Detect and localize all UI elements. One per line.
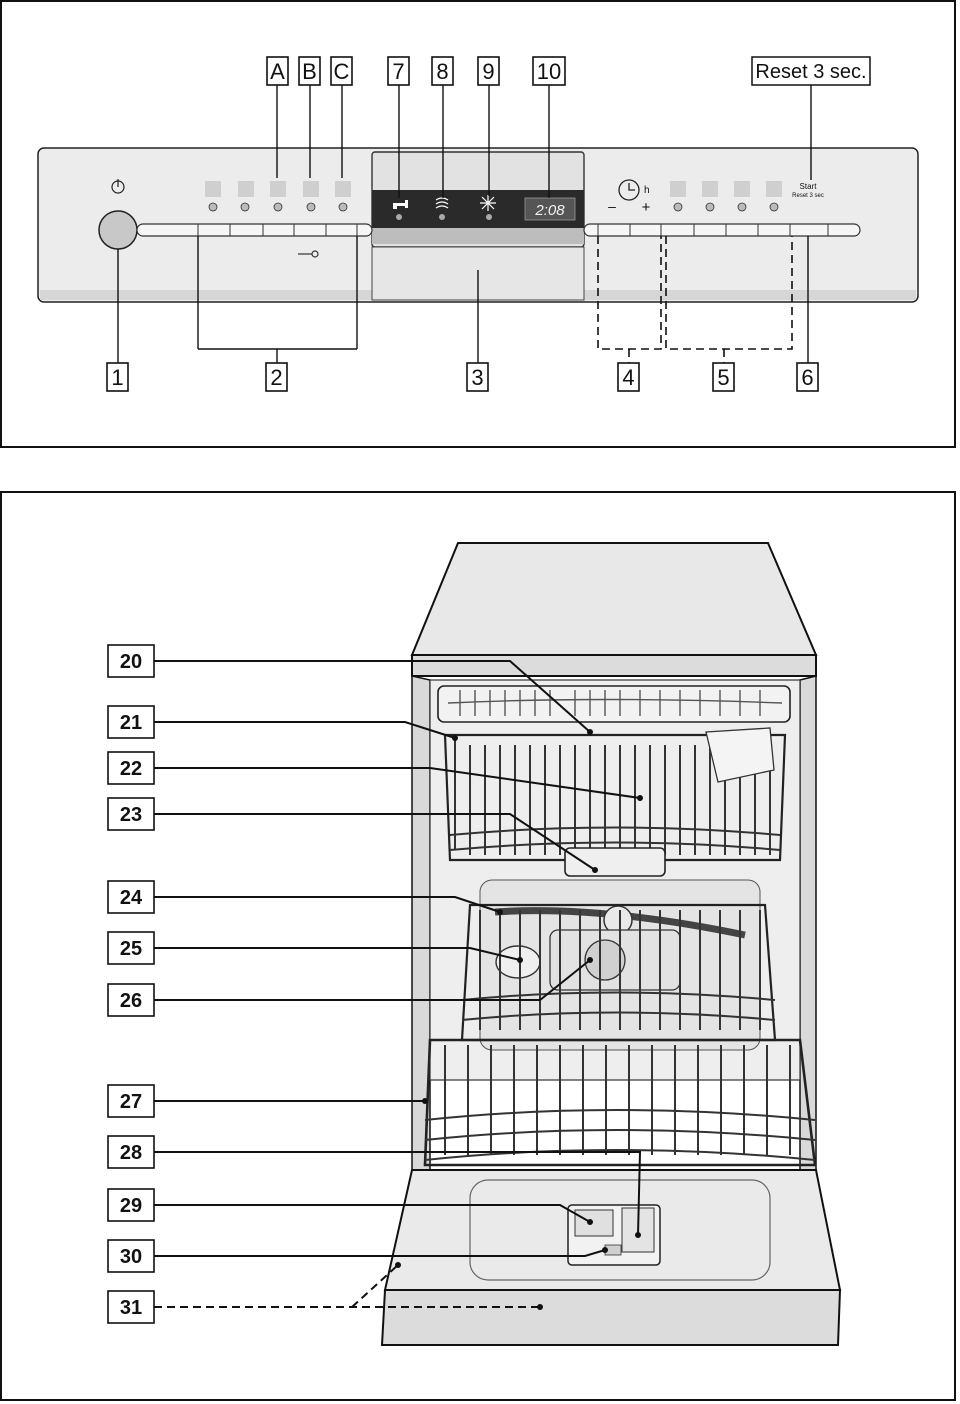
bottom-label-box: [467, 363, 488, 391]
timer-unit: h: [644, 185, 650, 196]
led: [738, 203, 746, 211]
start-label: Start: [799, 182, 817, 191]
display-bezel: [372, 228, 584, 244]
program-indicator: [303, 181, 319, 197]
callout-box-text: 23: [119, 804, 143, 827]
bottom-label-box: [266, 363, 287, 391]
callout-box-text: 21: [119, 712, 143, 735]
top-label-box-text: 9: [482, 58, 495, 84]
program-indicator: [270, 181, 286, 197]
callout-box: [108, 1291, 154, 1323]
minus-symbol: –: [608, 198, 616, 214]
option-indicator: [702, 181, 718, 197]
led: [706, 203, 714, 211]
top-label-box-text: A: [270, 58, 285, 84]
program-button[interactable]: [294, 224, 326, 236]
top-label-box: [267, 57, 288, 85]
callout-box: [108, 881, 154, 913]
program-button[interactable]: [263, 224, 294, 236]
top-label-box-text: C: [333, 58, 350, 84]
led: [209, 203, 217, 211]
option-button[interactable]: [661, 224, 694, 236]
program-indicator: [205, 181, 221, 197]
option-indicator: [734, 181, 750, 197]
callout-box-text: 27: [119, 1091, 143, 1114]
callout-box-text: 26: [119, 990, 143, 1013]
bottom-label-box-text: 3: [471, 364, 484, 390]
callout-box-text: 30: [119, 1246, 143, 1269]
top-label-box: [388, 57, 409, 85]
callout-box-text: 20: [119, 651, 143, 674]
callout-box-text: 29: [119, 1195, 143, 1218]
program-indicator: [238, 181, 254, 197]
reset-label: Reset 3 sec.: [755, 61, 867, 83]
top-label-box: [533, 57, 565, 85]
time-display-value: 2:08: [535, 202, 565, 219]
timer-minus-button[interactable]: [598, 224, 630, 236]
program-button[interactable]: [326, 224, 357, 236]
led: [241, 203, 249, 211]
callout-box: [108, 932, 154, 964]
rinse-aid-dispenser[interactable]: [575, 1210, 613, 1236]
option-button[interactable]: [726, 224, 758, 236]
callout-box-text: 22: [119, 758, 143, 781]
door-front: [382, 1290, 840, 1345]
program-button[interactable]: [198, 224, 230, 236]
option-indicator: [766, 181, 782, 197]
led: [770, 203, 778, 211]
bottom-label-box-text: 5: [717, 364, 730, 390]
callout-box: [108, 984, 154, 1016]
callout-box: [108, 1085, 154, 1117]
led: [274, 203, 282, 211]
option-indicator: [670, 181, 686, 197]
program-button[interactable]: [230, 224, 263, 236]
timer-plus-button[interactable]: [630, 224, 661, 236]
top-label-box: [299, 57, 320, 85]
callout-box: [108, 1189, 154, 1221]
power-button[interactable]: [99, 211, 137, 249]
callout-box: [108, 752, 154, 784]
service-star-icon: [480, 195, 496, 211]
option-button[interactable]: [758, 224, 790, 236]
bottom-label-box: [107, 363, 128, 391]
callout-box-text: 31: [119, 1297, 143, 1320]
led: [339, 203, 347, 211]
callout-box: [108, 1240, 154, 1272]
worktop: [412, 543, 816, 655]
bottom-label-box-text: 2: [270, 364, 283, 390]
bottom-label-box: [618, 363, 639, 391]
callout-box-text: 24: [119, 887, 143, 910]
indicator-led: [396, 214, 402, 220]
callout-box: [108, 798, 154, 830]
top-label-box-text: 7: [392, 58, 405, 84]
bottom-label-box: [797, 363, 818, 391]
indicator-led: [439, 214, 445, 220]
worktop-edge: [412, 655, 816, 676]
bottom-label-box-text: 1: [111, 364, 124, 390]
start-button[interactable]: [790, 224, 828, 236]
callout-box: [108, 1136, 154, 1168]
led: [307, 203, 315, 211]
option-button[interactable]: [694, 224, 726, 236]
bottom-label-box-text: 6: [801, 364, 814, 390]
top-spray-head: [565, 848, 665, 876]
top-label-box: [478, 57, 499, 85]
top-label-box: [331, 57, 352, 85]
callout-box-text: 25: [119, 938, 143, 961]
callout-box: [108, 645, 154, 677]
bottom-label-box: [713, 363, 734, 391]
top-label-box-text: 8: [436, 58, 449, 84]
indicator-led: [486, 214, 492, 220]
top-label-box: [432, 57, 453, 85]
bottom-label-box-text: 4: [622, 364, 635, 390]
top-label-box-text: 10: [536, 58, 562, 84]
top-label-box-text: B: [302, 58, 317, 84]
start-sub-label: Reset 3 sec: [792, 193, 824, 199]
led: [674, 203, 682, 211]
cutlery-drawer[interactable]: [438, 686, 790, 722]
program-indicator: [335, 181, 351, 197]
callout-box-text: 28: [119, 1142, 143, 1165]
plus-symbol: +: [641, 199, 651, 216]
callout-box: [108, 706, 154, 738]
